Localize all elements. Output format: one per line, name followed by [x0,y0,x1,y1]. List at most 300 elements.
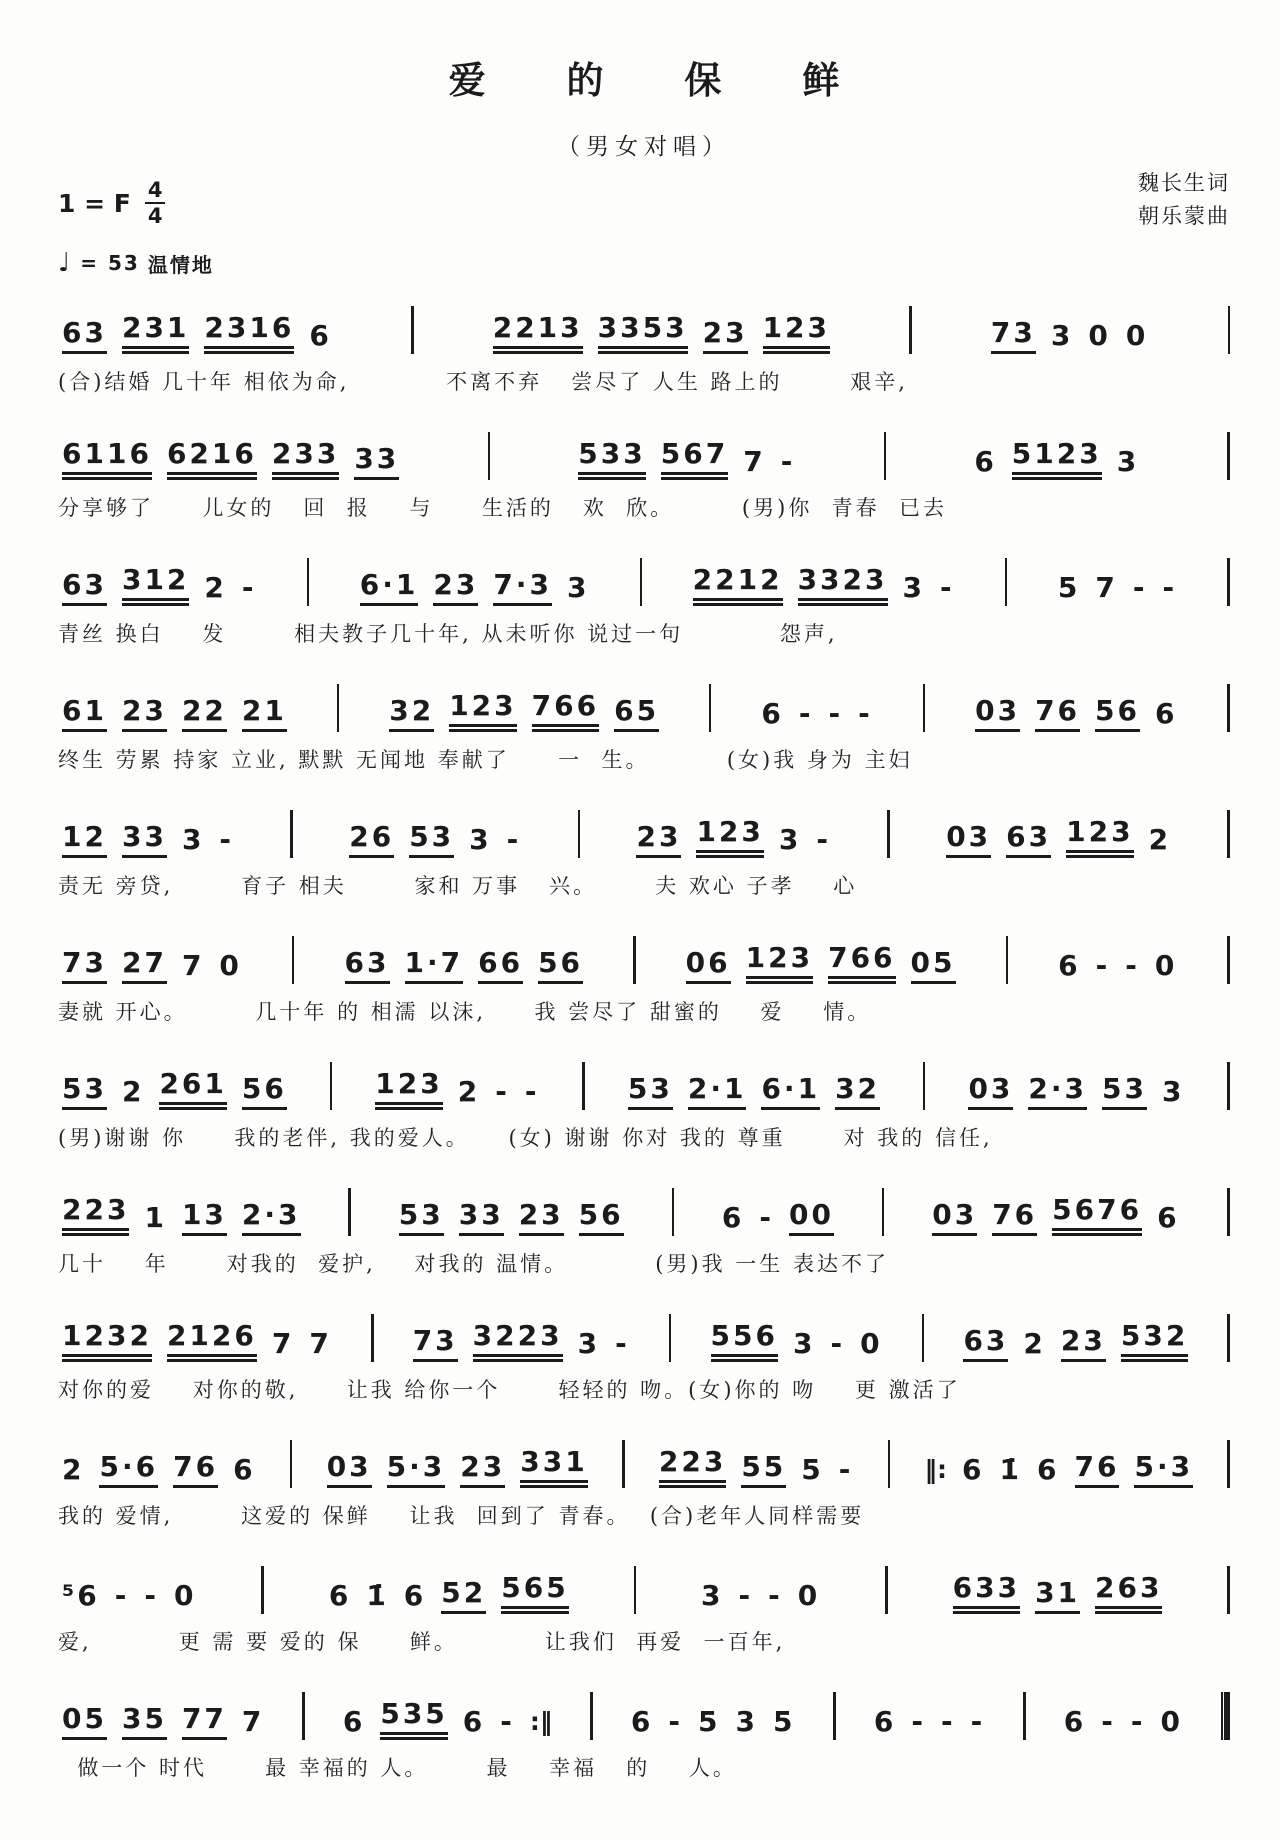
note-group: 7 [241,1705,265,1739]
measure [395,1198,628,1236]
note-group: 6 [630,1705,654,1739]
note-group: - [816,823,831,857]
measure [58,311,336,354]
note-group: 23 [460,1453,505,1488]
measure [655,1445,858,1488]
barline [348,1188,351,1236]
measure [971,694,1181,732]
time-signature-numerator: 4 [145,179,166,204]
note-group: 53 [628,1075,673,1110]
note-group: 23 [636,823,681,858]
barline [578,810,581,858]
measure [58,1067,291,1110]
note-group: 0 [1154,949,1178,983]
barline [923,684,926,732]
note-group: 3 [701,1579,724,1613]
note-group: - [798,697,814,731]
notation-line [58,544,1230,606]
note-group: 2 [1148,823,1172,857]
notation-line [58,922,1230,984]
notation-line [58,418,1230,480]
measure [921,1450,1198,1488]
note-group: 6 [342,1705,366,1739]
note-group: 3 [1161,1075,1185,1109]
note-group: 63 [345,949,390,984]
note-group: 2·3 [1028,1075,1087,1110]
barline [1227,810,1230,858]
barline [371,1314,374,1362]
barline [888,1440,891,1488]
note-group: - [1125,949,1140,983]
notation-line [58,670,1230,732]
note-group: 06 [686,949,731,984]
barline [292,936,295,984]
note-group: - [768,1579,783,1613]
note-group: ‖: [924,1455,948,1485]
note-group: - [911,1705,927,1739]
note-group: 2·1 [688,1075,747,1110]
note-group: 533 [578,440,645,480]
note-group: 73 [413,1327,458,1362]
measure [58,1193,305,1236]
note-group: - [1095,949,1111,983]
notation-line [58,796,1230,858]
barline [411,306,414,354]
note-group: 565 [501,1574,568,1614]
final-barline [1221,1692,1230,1740]
note-group: 31 [1035,1579,1080,1614]
note-group: 5 [697,1705,721,1739]
note-group: - [495,1075,510,1109]
barline [1227,1566,1230,1614]
note-group: 6·1 [360,571,419,606]
note-group: 6 [403,1579,427,1613]
barline [337,684,340,732]
note-group: 331 [520,1448,587,1488]
tempo-marking [58,248,1230,278]
barline [885,1566,888,1614]
time-signature [145,179,166,227]
barline [672,1188,675,1236]
note-group: 556 [711,1322,778,1362]
note-group: - [830,1327,846,1361]
notation-line [58,1552,1230,1614]
music-system [58,1426,1230,1552]
measure [870,1705,989,1740]
lyrics-line: (合)结婚 几十年 相依为命, 不离不弃 尝尽了 人生 路上的 艰辛, [58,370,908,395]
note-group: 2 [1023,1327,1046,1361]
barline [1227,1440,1230,1488]
note-group: - [780,445,796,479]
measure [964,1072,1188,1110]
measure [339,1697,557,1740]
note-group: 2 [121,1075,145,1109]
lyrics-line: 妻就 开心。 几十年 的 相濡 以沫, 我 尝尽了 甜蜜的 爱 情。 [58,1000,872,1025]
note-group: 35 [122,1705,167,1740]
note-group: 6 [1063,1705,1087,1739]
measure [689,563,959,606]
note-group: 535 [380,1700,447,1740]
note-group: 61 [62,697,107,732]
note-group: 0 [860,1327,883,1361]
lyrics-line: 分享够了 儿女的 回 报 与 生活的 欢 欣。 (男)你 青春 已去 [58,496,948,521]
note-group: 766 [828,944,895,984]
barline [633,936,636,984]
note-group: 56 [242,1075,287,1110]
measure [757,697,876,732]
note-group: 3 [577,1327,601,1361]
note-group: - [970,1705,986,1739]
music-system [58,544,1230,670]
note-group: - [1130,1705,1146,1739]
note-group: 26 [349,823,394,858]
measure [627,1705,800,1740]
music-system [58,1174,1230,1300]
note-group: 63 [1006,823,1051,858]
note-group: 1̇ [999,1453,1023,1487]
note-group: 73 [62,949,107,984]
note-group: 1232 [62,1322,152,1362]
note-group: 123 [763,314,830,354]
note-group: 5·6 [99,1453,158,1488]
music-system [58,1300,1230,1426]
note-group: 633 [953,1574,1020,1614]
note-group: 52 [441,1579,486,1614]
note-group: 23 [433,571,478,606]
note-group: 6 [1058,949,1081,983]
measure [942,815,1175,858]
time-signature-denominator: 4 [147,204,163,229]
measure [325,1571,573,1614]
lyrics-line: 对你的爱 对你的敬, 让我 给你一个 轻轻的 吻。(女)你的 吻 更 激活了 [58,1378,961,1403]
note-group: 532 [1121,1322,1188,1362]
note-group: 6 [721,1201,745,1235]
note-group: 263 [1095,1574,1162,1614]
note-group: 23 [703,319,748,354]
note-group: 76 [992,1201,1037,1236]
barline [1023,1692,1026,1740]
note-group: 223 [659,1448,726,1488]
barline [1227,432,1230,480]
note-group: 0 [797,1579,821,1613]
measure [682,941,960,984]
note-group: - [506,823,522,857]
note-group: 12 [62,823,107,858]
lyrics-line: 几十 年 对我的 爱护, 对我的 温情。 (男)我 一生 表达不了 [58,1252,889,1277]
note-group: 03 [975,697,1020,732]
measure [58,694,291,732]
note-group: 33 [354,445,399,480]
measure [58,1579,200,1614]
note-group: - [114,1579,130,1613]
note-group: 3 [181,823,205,857]
note-group: 6·1 [761,1075,820,1110]
measure [58,820,238,858]
note-group: 2·3 [242,1201,301,1236]
note-group: 56 [538,949,583,984]
note-group: 33 [122,823,167,858]
notation-line [58,1300,1230,1362]
note-group: 63 [963,1327,1008,1362]
note-group: 0 [1125,319,1149,353]
barline [1227,558,1230,606]
note-group: 6 [233,1453,256,1487]
note-group: 5123 [1012,440,1102,480]
note-group: :‖ [529,1707,553,1737]
note-group: 123 [449,692,516,732]
note-group: 5 [1057,571,1081,605]
note-group: 6 [309,319,332,353]
note-group: 3 [902,571,925,605]
note-group: 56 [1095,697,1140,732]
notation-line [58,1174,1230,1236]
measure [323,1445,592,1488]
note-group: 6116 [62,440,152,480]
note-group: - [144,1579,159,1613]
note-group: 3 [1050,319,1074,353]
credits [1138,167,1230,232]
measure [987,316,1152,354]
note-group: 22 [182,697,227,732]
composer-credit: 朝乐蒙曲 [1138,203,1230,228]
note-group: 5·3 [1134,1453,1193,1488]
barline [1005,558,1008,606]
note-group: 0 [1160,1705,1183,1739]
note-group: 5 [801,1453,824,1487]
note-group: 77 [182,1705,227,1740]
note-group: 1̇ [366,1579,389,1613]
note-group: 32 [835,1075,880,1110]
music-system [58,418,1230,544]
barline [1227,684,1230,732]
note-group: 23 [1061,1327,1106,1362]
key-tonic-label: 1 = F [58,188,131,218]
note-group: - [668,1705,683,1739]
note-group: 766 [532,692,599,732]
barline [1228,306,1231,354]
measure [574,437,799,480]
measure [489,311,834,354]
note-group: - [940,571,955,605]
measure [928,1193,1183,1236]
note-group: - [1162,571,1178,605]
note-group: 53 [399,1201,444,1236]
note-group: 2 [204,571,227,605]
measure [58,946,246,984]
note-group: 0 [174,1579,197,1613]
measure [58,437,403,480]
note-group: 76 [173,1453,218,1488]
music-system [58,1678,1230,1804]
note-group: 3 [793,1327,816,1361]
notation-line [58,1678,1230,1740]
note-group: 63 [62,571,107,606]
note-group: 7 [743,445,766,479]
note-group: 3 [469,823,492,857]
score [58,292,1230,1804]
note-group: 123 [696,818,763,858]
note-group: 5676 [1052,1196,1142,1236]
note-group: 2212 [693,566,783,606]
note-group: 03 [327,1453,372,1488]
measure [58,1702,268,1740]
barline [909,306,912,354]
note-group: - [858,697,873,731]
note-group: 6 [462,1705,486,1739]
barline [582,1062,585,1110]
barline [923,1062,926,1110]
note-group: 2316 [204,314,294,354]
measure [718,1198,838,1236]
note-group: 0 [219,949,242,983]
measure [1054,571,1181,606]
note-group: 13 [182,1201,227,1236]
measure [341,946,588,984]
note-group: 53 [62,1075,107,1110]
barline [887,810,890,858]
barline [634,1566,637,1614]
measure [1060,1705,1187,1740]
barline [833,1692,836,1740]
note-group: - [828,697,844,731]
measure [58,563,261,606]
notation-line [58,1048,1230,1110]
note-group: 7·3 [493,571,552,606]
measure [1054,949,1181,984]
measure [959,1319,1192,1362]
note-group: 33 [459,1201,504,1236]
note-group: - [219,823,235,857]
note-group: 223 [62,1196,129,1236]
barline [669,1314,672,1362]
note-group: 261 [159,1070,226,1110]
note-group: - [738,1579,754,1613]
note-group: 2 [62,1453,85,1487]
note-group: 6 [761,697,784,731]
tempo-expression: 温情地 [147,252,214,277]
measure [624,1072,884,1110]
note-group: 00 [789,1201,834,1236]
measure [970,437,1143,480]
note-group: 312 [122,566,189,606]
note-group: - [241,571,257,605]
note-group: - [615,1327,630,1361]
note-group: 76 [1075,1453,1120,1488]
note-group: 1·7 [405,949,464,984]
note-group: 03 [968,1075,1013,1110]
note-group: 0 [1088,319,1111,353]
barline [640,558,643,606]
note-group: 03 [946,823,991,858]
note-group: 53 [409,823,454,858]
note-group: 05 [62,1705,107,1740]
lyrics-line: 我的 爱情, 这爱的 保鲜 让我 回到了 青春。 (合)老年人同样需要 [58,1504,865,1529]
barline [884,432,887,480]
quarter-note-icon: ♩ [58,248,73,279]
note-group: 6 [1155,697,1178,731]
measure [356,568,594,606]
note-group: 7 [309,1327,332,1361]
music-system [58,670,1230,796]
note-group: 76 [1035,697,1080,732]
barline [302,1692,305,1740]
music-system [58,922,1230,1048]
music-system [58,1552,1230,1678]
note-group: 5 [772,1705,796,1739]
note-group: 53 [1102,1075,1147,1110]
note-group: 6 [873,1705,897,1739]
note-group: - [1101,1705,1116,1739]
note-group: 231 [122,314,189,354]
note-group: 3 [1116,445,1140,479]
barline [1227,1062,1230,1110]
note-group: 3323 [798,566,888,606]
note-group: 6 [974,445,997,479]
barline [622,1440,625,1488]
barline [709,684,712,732]
measure [371,1067,543,1110]
page-title: 爱 的 保 鲜 [448,58,874,102]
note-group: 123 [375,1070,442,1110]
barline [290,1440,293,1488]
tempo-bpm: = 53 [80,251,140,276]
note-group: - [1132,571,1148,605]
note-group: 3353 [598,314,688,354]
measure [707,1319,887,1362]
note-group: 7 [271,1327,295,1361]
note-group: 1 [144,1201,167,1235]
measure [697,1579,824,1614]
note-group: 6216 [167,440,257,480]
note-group: 3 [566,571,590,605]
note-group: 23 [519,1201,564,1236]
barline [882,1188,885,1236]
note-group: 03 [932,1201,977,1236]
note-group: 6 [328,1579,352,1613]
note-group: 21 [242,697,287,732]
note-group: 27 [122,949,167,984]
subtitle-duet-label: （男女对唱） [557,134,731,160]
note-group: 6 [1037,1453,1060,1487]
note-group: 66 [478,949,523,984]
lyrics-line: 终生 劳累 持家 立业, 默默 无闻地 奉献了 一 生。 (女)我 身为 主妇 [58,748,913,773]
note-group: 3 [735,1705,758,1739]
barline [590,1692,593,1740]
note-group: 73 [991,319,1036,354]
barline [1227,1314,1230,1362]
measure [58,1450,260,1488]
note-group: 55 [741,1453,786,1488]
barline [290,810,293,858]
note-group: - [759,1201,774,1235]
music-system [58,796,1230,922]
barline [488,432,491,480]
note-group: 2 [457,1075,481,1109]
meta-row [58,167,1230,232]
note-group: ⁵6 [62,1579,100,1613]
note-group: - [941,1705,956,1739]
measure [632,815,835,858]
note-group: 2213 [493,314,583,354]
note-group: - [524,1075,540,1109]
measure [385,689,663,732]
note-group: 6 [962,1453,985,1487]
barline [922,1314,925,1362]
measure [949,1571,1167,1614]
lyrics-line: 青丝 换白 发 相夫教子几十年, 从未听你 说过一句 怨声, [58,622,838,647]
note-group: 3223 [473,1322,563,1362]
note-group: 32 [389,697,434,732]
